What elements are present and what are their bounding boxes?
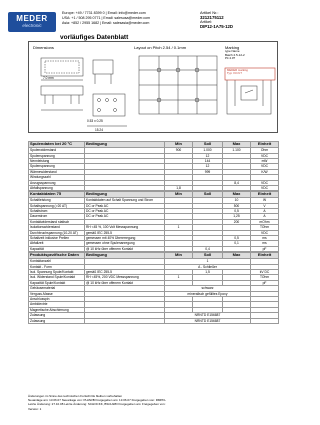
header-cell: Kontaktdaten 75 [29,192,85,198]
table-cell: Zulassung [29,313,85,318]
table-cell: Verguss-Masse [29,291,85,296]
dim-b-label: 0.53 x 0.25 [87,119,103,123]
table-cell: Nennleistung [29,159,85,164]
table-cell: Spulenspannung [29,153,85,158]
table-cell: ms [251,236,279,241]
table-cell: NRNTD E156887 [165,318,251,323]
table-cell: Magnetische Abschirmung [29,307,85,312]
table-cell: 0,1 [223,241,251,246]
table-cell: Anzugsspannung [29,180,85,185]
table-cell: 1,5 [193,270,223,275]
marking-label: Marking [225,45,240,50]
table-cell: Isol. Widerstand Spule/Kontakt [29,275,85,280]
table-cell: gemessen mit 40% Übererregung [85,236,165,241]
table-cell: 1.000 [193,148,223,153]
table-row [29,246,279,251]
technical-drawing [28,41,278,133]
header-cell: Soll [193,253,223,259]
contact-block [62,11,150,27]
table-cell: VDC [251,153,279,158]
artikel-block [200,11,233,29]
table-cell: 12 [193,164,223,169]
table-cell: 900 [165,148,193,153]
table-cell: @ 10 kHz über offenem Kontakt [85,246,165,251]
table-cell: schwarz [165,286,251,291]
header-cell: Max [223,253,251,259]
table-cell: 10 [223,198,251,203]
table-cell: gemäß IEC 255-5 [85,230,165,235]
table-cell: Windungszahl [29,175,85,180]
table-cell: Spulenspannung [29,164,85,169]
table-cell: @ 10 kHz über offenem Kontakt [85,280,165,285]
table-cell: 1.100 [223,148,251,153]
top-view-inner [45,61,79,73]
table-cell: gemessen ohne Spulenanregung [85,241,165,246]
table-cell [251,318,279,323]
table-cell: Kapazität Spule/Kontakt [29,280,85,285]
table-cell [223,246,251,251]
drawing-svg [29,42,279,134]
table-cell: Ohm [251,148,279,153]
footer-line: Letzte Änderung: 27.10.08 Letzte Änderung: SCHOCKK, BSCHWD Freigegeben am: Freigegeben von: [28,402,166,407]
table-cell: kV DC [251,270,279,275]
marking-box-line: Typ: V.F.N.? [227,71,242,76]
table-cell: Wärmewiderstand [29,169,85,174]
table-cell: Kontakt - Form [29,264,85,269]
table-cell: DC or Peak AC [85,214,165,219]
table-cell: VDC [251,180,279,185]
header-cell: Max [223,192,251,198]
header-cell: Min [165,192,193,198]
table-cell: 144 [193,159,223,164]
table-row [29,318,279,323]
marking-box-text [227,69,248,76]
table-cell: 12 [193,153,223,158]
header-cell: Soll [193,142,223,148]
table-cell: A - Schließer [165,264,251,269]
table-cell: 1 [165,259,251,264]
table-cell: 0,4 [193,246,223,251]
spulendaten-table [28,141,279,191]
header-cell: Einheit [251,192,279,198]
marking-box-line: MEDER marking [227,68,248,72]
table-cell: ms [251,241,279,246]
table-cell [165,246,193,251]
produktdaten-table [28,252,279,324]
table-cell: RH <45%, 200 VDC Messspannung [85,275,165,280]
table-cell: Schaltspannung (>20 AT) [29,203,85,208]
table-cell: 999 [193,169,223,174]
table-cell: 0,5 [223,209,251,214]
marking-line: type Name [225,49,240,53]
header-cell: Min [165,253,193,259]
table-cell: Dauerstrom [29,214,85,219]
table-cell: 1 [165,225,193,230]
table-cell: A [251,209,279,214]
contact-line: Europe: +49 / 7731 8399 0 | Email: info@meder.com [62,11,146,15]
contact-line: USA: +1 / 508 295 0771 | Email: salesusa@meder.com [62,16,150,21]
header-cell: Einheit [251,142,279,148]
header-cell: Min [165,142,193,148]
page-title: vorläufiges Datenblatt [60,34,129,41]
table-cell: Durchbruchspannung (10-20 AT) [29,230,85,235]
table-cell: 1,25 [223,214,251,219]
table-cell: Ambidextrie [29,302,85,307]
table-cell: RH <45 %, 100 Volt Messspannung [85,225,165,230]
table-cell: DC or Peak AC [85,203,165,208]
header-cell: Produktspezifische Daten [29,253,85,259]
header-cell: Bedingung [85,192,165,198]
table-cell: Schaltzeit inklusive Prellen [29,236,85,241]
table-cell: Schaltleistung [29,198,85,203]
table-cell: mOhm [251,219,279,224]
pin-view-body [93,94,125,116]
logo-name: MEDER [16,14,48,23]
table-cell: mineralisch gefülltes Epoxy [165,291,251,296]
header-cell: Bedingung [85,142,165,148]
table-cell: TOhm [251,275,279,280]
table-cell: pF [251,246,279,251]
marking-line: Batch 2.5-12-2 [225,52,245,57]
table-cell: DC or Peak AC [85,209,165,214]
layout-label: Layout on Pitch 2.54 / 0.1mm [134,45,187,50]
table-cell: 8,4 [223,180,251,185]
table-cell: mW [251,159,279,164]
contact-line: Asia: +852 / 2955 1682 | Email: salesasia@meder.com [62,21,150,26]
table-cell: 1 [165,275,193,280]
marking-line: Pit 4.0? [225,56,236,61]
table-cell: 0,5 [223,236,251,241]
footer-line: Neuanlage am: 13.06.07 Neuanlage von: PH/ARB Freigegeben am: 13.06.07 Freigegeben von: RMPFL [28,398,166,403]
table-cell: Zulassung [29,318,85,323]
table-cell: A [251,214,279,219]
end-view-body [93,60,113,74]
table-cell [85,318,165,323]
table-cell: VDC [251,164,279,169]
header-cell: Einheit [251,253,279,259]
side-view-body [41,86,83,95]
dimensions-label: Dimensions [33,45,54,50]
table-cell: VDC [251,186,279,191]
table-cell: Kontaktwiderstand statisch [29,219,85,224]
table-cell: 200 [223,219,251,224]
table-cell: K/W [251,169,279,174]
top-view-body [41,58,83,76]
footer-block [28,394,278,411]
table-cell: VDC [251,230,279,235]
artikel-nr-label: Artikel Nr.: [200,10,219,15]
header-cell: Spulendaten bei 20 °C [29,142,85,148]
table-cell: Abfallspannung [29,186,85,191]
logo-sub: electronic [22,23,42,28]
table-cell: gemäß IEC 255-5 [85,270,165,275]
table-cell: Isolationswiderstand [29,225,85,230]
table-cell: NRNTD E156887 [165,313,251,318]
header-cell: Soll [193,192,223,198]
dim-a-label: 7.0 mm [43,76,54,80]
kontaktdaten-table [28,191,279,252]
table-cell: Kontaktanzahl [29,259,85,264]
header-cell: Bedingung [85,253,165,259]
header-cell: Max [223,142,251,148]
footer-line: Änderungen im Sinne des technischen Fortschritts bleiben vorbehalten [28,394,123,398]
table-cell: Gehäusematerial [29,286,85,291]
dim-c-label: 15.24 [95,128,103,132]
table-cell: Spulenwiderstand [29,148,85,153]
table-cell: Kapazität [29,246,85,251]
table-cell: W [251,198,279,203]
table-cell: V [251,203,279,208]
footer-line: Version: 1 [28,406,42,411]
table-cell: pF [251,280,279,285]
table-cell: 1,8 [165,186,193,191]
table-cell: Kontaktdaten auf Schalt Spannung und Strom [85,198,165,203]
artikel-name-label: Artikel: [200,19,213,25]
table-cell: 500 [223,203,251,208]
artikel-name-value: DIP12-1A75-12D [200,23,233,29]
table-cell: TOhm [251,225,279,230]
meder-logo [8,12,56,32]
table-cell: Isol. Spannung Spule/Kontakt [29,270,85,275]
table-cell: Anschlusspin [29,297,85,302]
table-cell: Abfallzeit [29,241,85,246]
table-cell: Schaltstrom [29,209,85,214]
artikel-nr-value: 3212175112 [200,14,224,20]
